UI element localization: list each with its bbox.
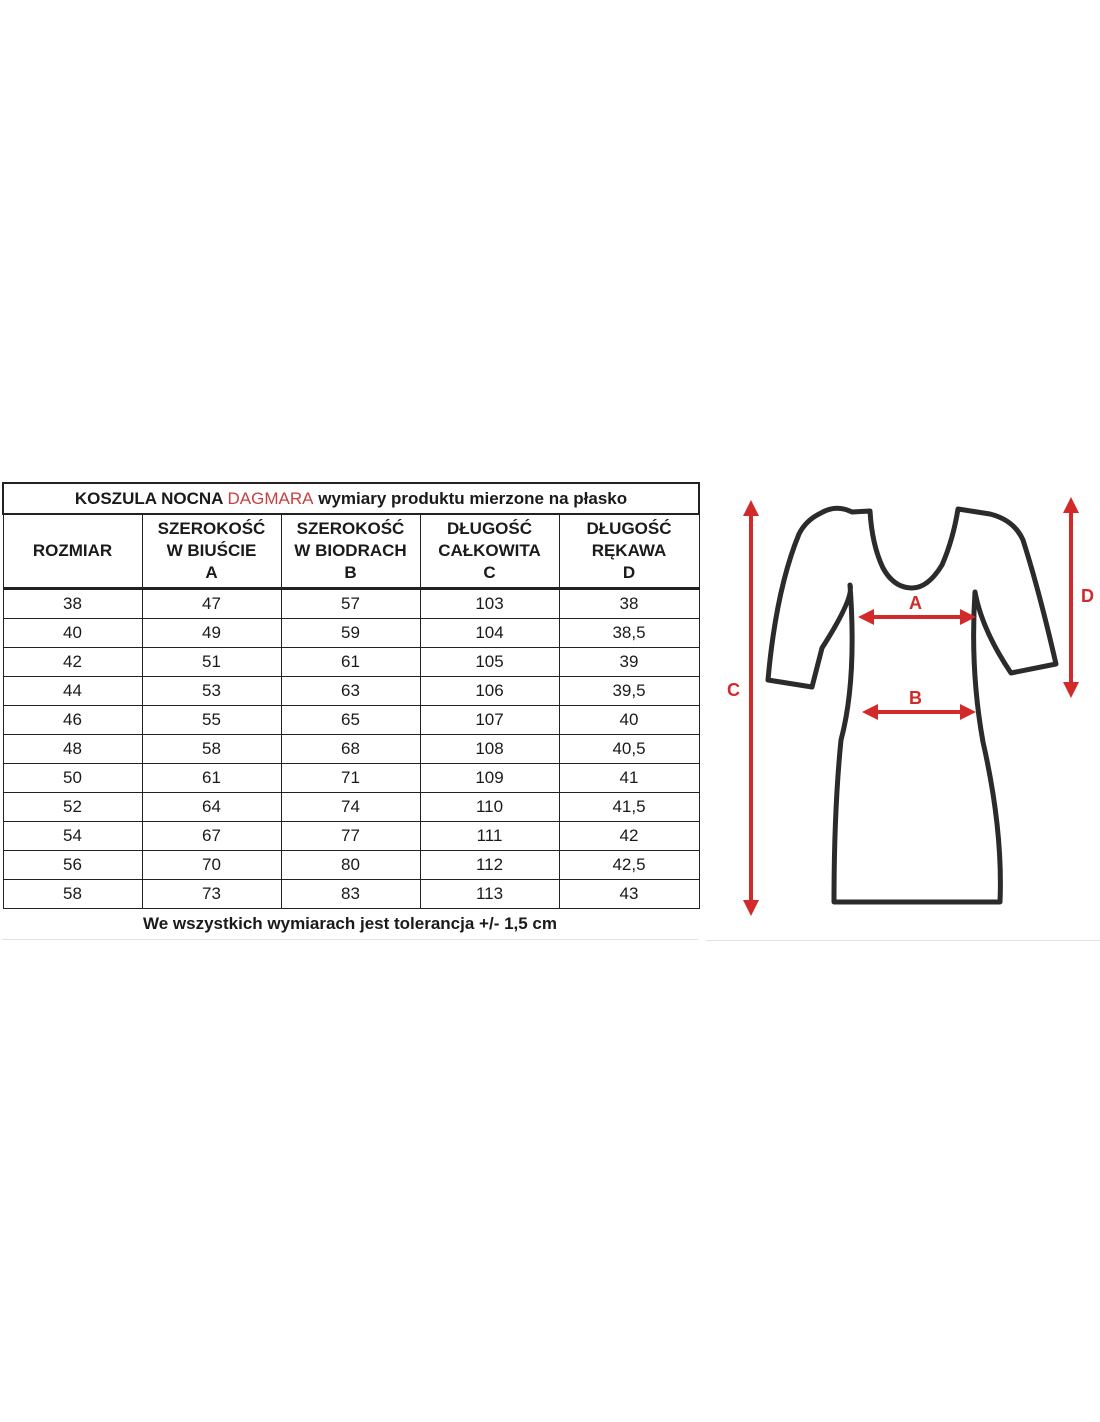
table-cell: 58 [3, 880, 142, 909]
table-cell: 111 [420, 822, 559, 851]
label-d: D [1081, 586, 1094, 606]
title-brand: DAGMARA [227, 488, 314, 508]
table-cell: 65 [281, 706, 420, 735]
table-cell: 77 [281, 822, 420, 851]
table-row [3, 648, 699, 677]
table-cell: 44 [3, 677, 142, 706]
table-cell: 38 [3, 589, 142, 619]
table-cell: 103 [420, 589, 559, 619]
table-cell: 70 [142, 851, 281, 880]
table-row [3, 764, 699, 793]
table-cell: 63 [281, 677, 420, 706]
table-cell: 74 [281, 793, 420, 822]
table-cell: 42 [3, 648, 142, 677]
table-cell: 40,5 [559, 735, 699, 764]
table-cell: 48 [3, 735, 142, 764]
size-table-container [2, 482, 698, 940]
column-header [142, 514, 281, 589]
table-cell: 108 [420, 735, 559, 764]
column-header-line: D [622, 563, 636, 582]
table-cell: 68 [281, 735, 420, 764]
size-table [2, 482, 700, 909]
table-cell: 43 [559, 880, 699, 909]
arrow-d-head-top [1063, 497, 1079, 513]
table-cell: 51 [142, 648, 281, 677]
table-cell: 49 [142, 619, 281, 648]
table-row [3, 880, 699, 909]
table-cell: 47 [142, 589, 281, 619]
table-cell: 40 [559, 706, 699, 735]
table-row [3, 677, 699, 706]
arrow-d-head-bottom [1063, 682, 1079, 698]
table-row [3, 589, 699, 619]
column-header-line: B [344, 563, 357, 582]
tolerance-note: We wszystkich wymiarach jest tolerancja +/- 1,5 cm [2, 909, 698, 940]
column-header-line: DŁUGOŚĆ [447, 519, 532, 538]
table-cell: 107 [420, 706, 559, 735]
table-cell: 104 [420, 619, 559, 648]
table-cell: 59 [281, 619, 420, 648]
column-header-line: C [483, 563, 496, 582]
table-cell: 80 [281, 851, 420, 880]
arrow-c-head-top [743, 500, 759, 516]
column-header-line: ROZMIAR [32, 541, 113, 560]
table-title [3, 483, 699, 514]
table-cell: 38,5 [559, 619, 699, 648]
arrow-a-head-left [858, 609, 874, 625]
table-cell: 40 [3, 619, 142, 648]
table-cell: 112 [420, 851, 559, 880]
table-row [3, 793, 699, 822]
table-cell: 54 [3, 822, 142, 851]
table-row [3, 822, 699, 851]
table-cell: 106 [420, 677, 559, 706]
table-cell: 42,5 [559, 851, 699, 880]
label-b: B [909, 688, 922, 708]
table-cell: 105 [420, 648, 559, 677]
column-header-line: RĘKAWA [591, 541, 667, 560]
table-body [3, 589, 699, 909]
header-row [3, 514, 699, 589]
table-cell: 41 [559, 764, 699, 793]
table-cell: 53 [142, 677, 281, 706]
column-header [420, 514, 559, 589]
column-header-line: SZEROKOŚĆ [157, 519, 266, 538]
arrow-b-head-right [960, 704, 976, 720]
column-header-line: W BIODRACH [294, 541, 407, 560]
column-header-line: A [205, 563, 218, 582]
table-cell: 57 [281, 589, 420, 619]
table-cell: 61 [142, 764, 281, 793]
table-cell: 39 [559, 648, 699, 677]
table-row [3, 619, 699, 648]
column-header [281, 514, 420, 589]
measurement-diagram [706, 480, 1100, 941]
column-header [559, 514, 699, 589]
table-cell: 83 [281, 880, 420, 909]
table-cell: 52 [3, 793, 142, 822]
table-cell: 110 [420, 793, 559, 822]
table-cell: 39,5 [559, 677, 699, 706]
table-cell: 58 [142, 735, 281, 764]
table-row [3, 851, 699, 880]
column-header-line: CAŁKOWITA [438, 541, 541, 560]
table-cell: 50 [3, 764, 142, 793]
table-cell: 64 [142, 793, 281, 822]
table-cell: 61 [281, 648, 420, 677]
column-header-line: SZEROKOŚĆ [296, 519, 405, 538]
table-cell: 46 [3, 706, 142, 735]
table-cell: 67 [142, 822, 281, 851]
arrow-b-head-left [862, 704, 878, 720]
table-cell: 55 [142, 706, 281, 735]
label-a: A [909, 593, 922, 613]
table-cell: 42 [559, 822, 699, 851]
arrow-c-head-bottom [743, 900, 759, 916]
nightgown-diagram-svg [706, 480, 1100, 940]
column-header [3, 514, 142, 589]
column-header-line: W BIUŚCIE [166, 541, 257, 560]
table-cell: 73 [142, 880, 281, 909]
table-row [3, 735, 699, 764]
table-cell: 41,5 [559, 793, 699, 822]
table-cell: 38 [559, 589, 699, 619]
table-cell: 109 [420, 764, 559, 793]
title-prefix: KOSZULA NOCNA [74, 488, 223, 508]
table-cell: 71 [281, 764, 420, 793]
table-cell: 56 [3, 851, 142, 880]
table-cell: 113 [420, 880, 559, 909]
label-c: C [727, 680, 740, 700]
table-row [3, 706, 699, 735]
title-suffix: wymiary produktu mierzone na płasko [318, 488, 628, 508]
column-header-line: DŁUGOŚĆ [586, 519, 672, 538]
